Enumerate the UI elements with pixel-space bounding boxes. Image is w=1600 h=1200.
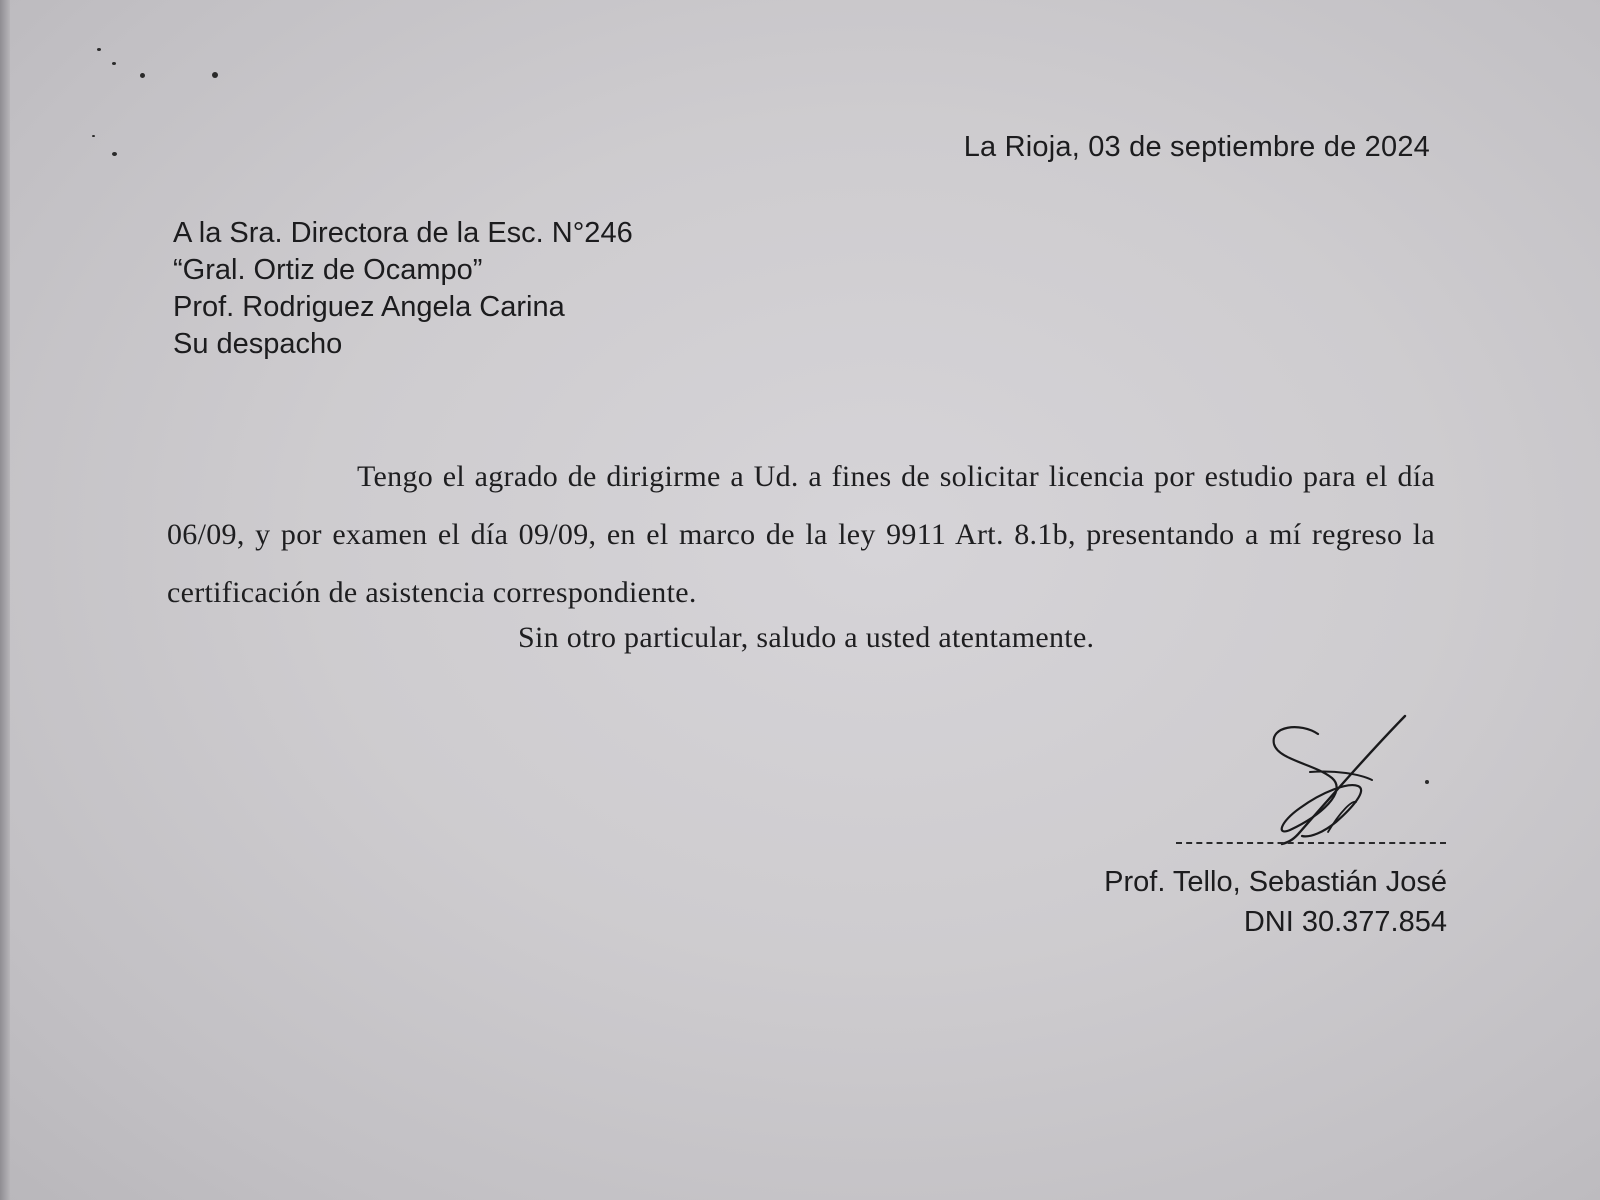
paper-speck: [92, 135, 95, 137]
recipient-line: Prof. Rodriguez Angela Carina: [173, 291, 565, 323]
recipient-line: A la Sra. Directora de la Esc. N°246: [173, 217, 633, 249]
letter-closing: Sin otro particular, saludo a usted atentamente.: [518, 621, 1095, 654]
paper-speck: [97, 48, 101, 51]
recipient-block: [173, 215, 633, 363]
paper-speck: [212, 72, 218, 78]
letter-date: La Rioja, 03 de septiembre de 2024: [963, 131, 1430, 163]
paper-edge-shadow: [0, 0, 10, 1200]
signature-line: [1176, 842, 1446, 844]
signer-name: Prof. Tello, Sebastián José: [1104, 866, 1447, 898]
paper-speck: [140, 73, 145, 78]
paper-speck: [112, 152, 117, 156]
handwritten-signature: [1240, 712, 1450, 852]
recipient-line: Su despacho: [173, 328, 343, 360]
signer-block: [1104, 862, 1447, 942]
signer-id: DNI 30.377.854: [1243, 906, 1447, 938]
paper-speck: [112, 62, 116, 65]
letter-body: Tengo el agrado de dirigirme a Ud. a fines de solicitar licencia por estudio para el día 06/09, y por examen el día 09/09, en el marco de la ley 9911 Art. 8.1b, presentando a mí regreso la certificación de asistencia correspondiente.: [167, 460, 1435, 609]
recipient-line: “Gral. Ortiz de Ocampo”: [173, 254, 483, 286]
